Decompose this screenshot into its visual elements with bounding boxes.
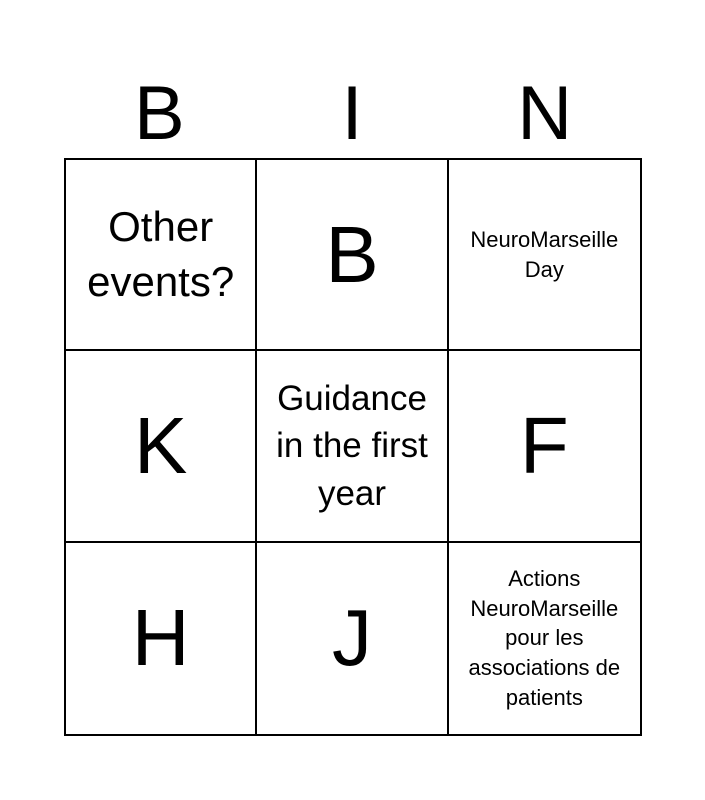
header-letter-b: B — [133, 71, 185, 156]
bingo-cell-r2c1[interactable] — [66, 351, 257, 542]
bingo-cell-r1c3[interactable] — [449, 160, 640, 351]
bingo-cell-r1c2[interactable] — [257, 160, 448, 351]
bingo-cell-r2c3[interactable] — [449, 351, 640, 542]
bingo-cell-r3c1[interactable] — [66, 543, 257, 734]
bingo-cell-r2c2[interactable] — [257, 351, 448, 542]
bingo-cell-r3c2[interactable] — [257, 543, 448, 734]
cell-text: Actions NeuroMarseille pour les associations de patients — [468, 566, 621, 710]
bingo-header — [63, 70, 641, 158]
cell-text: J — [331, 593, 372, 683]
header-letter-i: I — [341, 71, 363, 156]
bingo-cell-r1c1[interactable] — [66, 160, 257, 351]
cell-text: Other events? — [87, 203, 235, 305]
cell-text: Guidance in the first year — [276, 379, 428, 513]
cell-text: B — [325, 209, 379, 299]
header-letter-n: N — [517, 71, 573, 156]
bingo-board — [64, 158, 642, 736]
bingo-cell-r3c3[interactable] — [449, 543, 640, 734]
cell-text: K — [133, 400, 188, 490]
cell-text: H — [131, 593, 190, 683]
cell-text: F — [519, 400, 569, 490]
cell-text: NeuroMarseille Day — [470, 226, 619, 282]
